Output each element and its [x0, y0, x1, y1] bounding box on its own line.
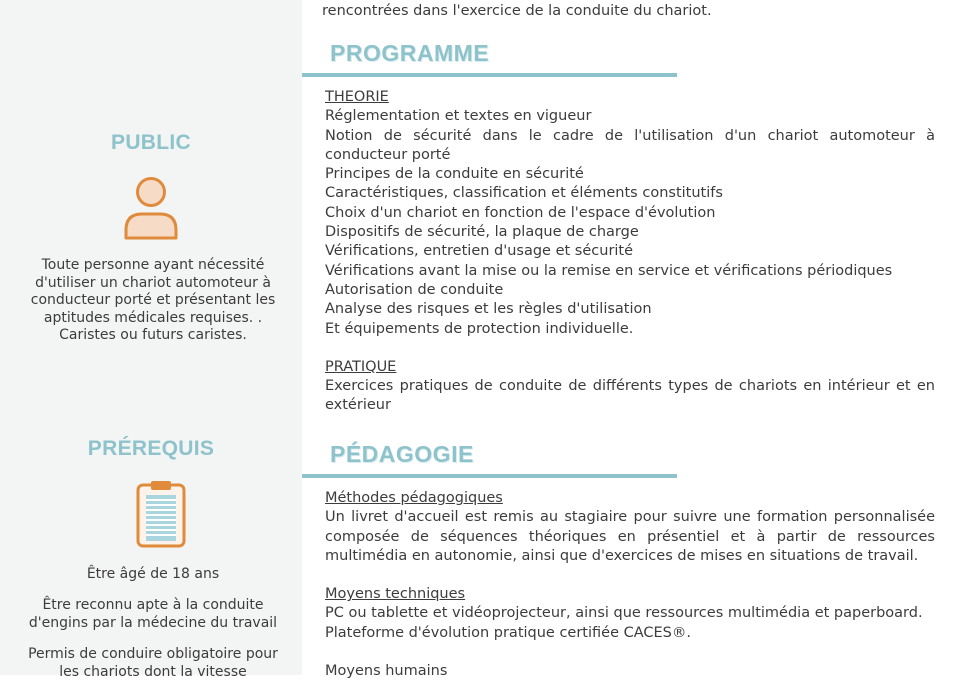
person-icon [122, 174, 180, 242]
theorie-item: Dispositifs de sécurité, la plaque de charge [325, 224, 639, 241]
clipboard-icon [135, 479, 187, 549]
prerequis-title: PRÉREQUIS [87, 437, 215, 460]
top-line: rencontrées dans l'exercice de la conduite du chariot. [322, 3, 712, 19]
prerequis-item: Permis de conduire obligatoire pour les chariots dont la vitesse [28, 646, 278, 680]
programme-title: PROGRAMME [330, 40, 490, 66]
public-title: PUBLIC [111, 131, 191, 154]
theorie-item: Principes de la conduite en sécurité [325, 166, 584, 183]
theorie-item: Choix d'un chariot en fonction de l'espace d'évolution [325, 204, 716, 221]
moyens-techniques-line: PC ou tablette et vidéoprojecteur, ainsi que ressources multimédia et paperboard. [325, 605, 923, 622]
theorie-item: Notion de sécurité dans le cadre de l'utilisation d'un chariot automoteur à conducteur porté [325, 127, 935, 163]
theorie-item: Vérifications, entretien d'usage et sécurité [325, 243, 634, 260]
moyens-techniques-line: Plateforme d'évolution pratique certifiée CACES®. [325, 624, 691, 641]
public-text: Toute personne ayant nécessité d'utiliser un chariot automoteur à conducteur porté et présentant les aptitudes médicales requises. . Caristes ou futurs caristes. [30, 257, 276, 344]
theorie-item: Caractéristiques, classification et éléments constitutifs [325, 185, 723, 202]
moyens-techniques-label: Moyens techniques [325, 586, 466, 603]
methodes-text: Un livret d'accueil est remis au stagiaire pour suivre une formation personnalisée composée de séquences théoriques en présentiel et à partir de ressources multimédia en autonomie, ainsi que d'exercices de mises en situations de travail. [325, 509, 935, 564]
pedagogie-body [325, 489, 935, 681]
pedagogie-divider [302, 474, 677, 478]
theorie-item: Vérifications avant la mise ou la remise en service et vérifications périodiques [325, 262, 893, 279]
methodes-label: Méthodes pédagogiques [325, 490, 503, 506]
pedagogie-title: PÉDAGOGIE [330, 441, 474, 467]
pratique-label: PRATIQUE [325, 358, 397, 375]
theorie-label: THEORIE [325, 89, 389, 105]
programme-divider [302, 73, 677, 77]
prerequis-item: Être reconnu apte à la conduite d'engins par la médecine du travail [28, 597, 278, 631]
pratique-text: Exercices pratiques de conduite de différents types de chariots en intérieur et en extérieur [325, 378, 935, 414]
theorie-item: Et équipements de protection individuelle. [325, 320, 634, 337]
programme-body [325, 88, 935, 416]
prerequis-item: Être âgé de 18 ans [86, 566, 220, 582]
theorie-item: Réglementation et textes en vigueur [325, 108, 592, 125]
moyens-humains-label: Moyens humains [325, 663, 448, 680]
theorie-item: Analyse des risques et les règles d'utilisation [325, 301, 652, 318]
theorie-item: Autorisation de conduite [325, 281, 504, 298]
